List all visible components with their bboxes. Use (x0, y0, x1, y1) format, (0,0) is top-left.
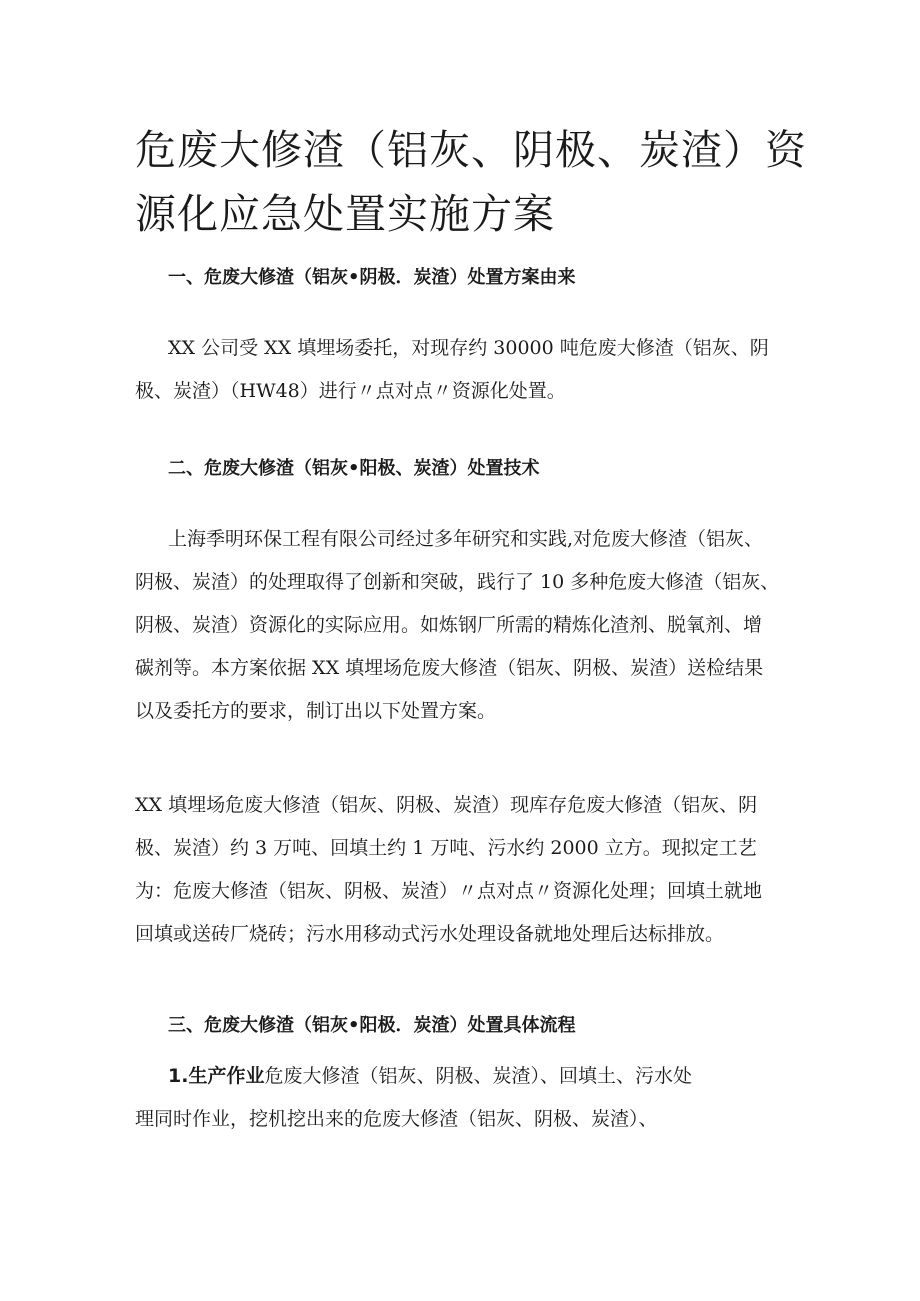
text-line: 上海季明环保工程有限公司经过多年研究和实践,对危废大修渣（铝灰、 (168, 528, 764, 550)
text-line: 回填或送砖厂烧砖；污水用移动式污水处理设备就地处理后达标排放。 (135, 923, 725, 945)
item-1-label: 1.生产作业 (168, 1065, 265, 1087)
text-line: 极、炭渣）约 3 万吨、回填土约 1 万吨、污水约 2000 立方。现拟定工艺 (135, 837, 757, 859)
section-2-heading: 二、危废大修渣（铝灰•阳极、炭渣）处置技术 (168, 458, 540, 479)
title-line: 危废大修渣（铝灰、阴极、炭渣）资 (135, 126, 807, 174)
section-3-heading: 三、危废大修渣（铝灰•阳极．炭渣）处置具体流程 (168, 1015, 576, 1036)
text-line: 碳剂等。本方案依据 XX 填埋场危废大修渣（铝灰、阴极、炭渣）送检结果 (135, 657, 764, 679)
text-line (135, 1055, 800, 1098)
text-line: 为：危废大修渣（铝灰、阴极、炭渣）〃点对点〃资源化处理；回填土就地 (135, 880, 763, 902)
text-line: 阴极、炭渣）资源化的实际应用。如炼钢厂所需的精炼化渣剂、脱氧剂、增 (135, 614, 763, 636)
text-line: 阴极、炭渣）的处理取得了创新和突破，践行了 10 多种危废大修渣（铝灰、 (135, 571, 780, 593)
text-line: 极、炭渣）（HW48）进行〃点对点〃资源化处置。 (135, 380, 566, 402)
section-3-item-1 (135, 1055, 800, 1141)
title-line: 源化应急处置实施方案 (135, 190, 555, 238)
text-line: XX 填埋场危废大修渣（铝灰、阴极、炭渣）现库存危废大修渣（铝灰、阴 (135, 794, 758, 816)
section-1-heading: 一、危废大修渣（铝灰•阴极．炭渣）处置方案由来 (168, 267, 576, 288)
section-2-paragraph-1 (135, 518, 800, 733)
text-line: 理同时作业，挖机挖出来的危废大修渣（铝灰、阴极、炭渣）、 (135, 1108, 658, 1130)
section-1-paragraph (135, 327, 800, 413)
document-title (135, 118, 807, 246)
text-line: 以及委托方的要求，制订出以下处置方案。 (135, 700, 497, 722)
text-line: XX 公司受 XX 填埋场委托，对现存约 30000 吨危废大修渣（铝灰、阴 (168, 337, 769, 359)
item-1-text: 危废大修渣（铝灰、阴极、炭渣）、回填土、污水处 (264, 1065, 692, 1087)
section-2-paragraph-2 (135, 784, 800, 956)
